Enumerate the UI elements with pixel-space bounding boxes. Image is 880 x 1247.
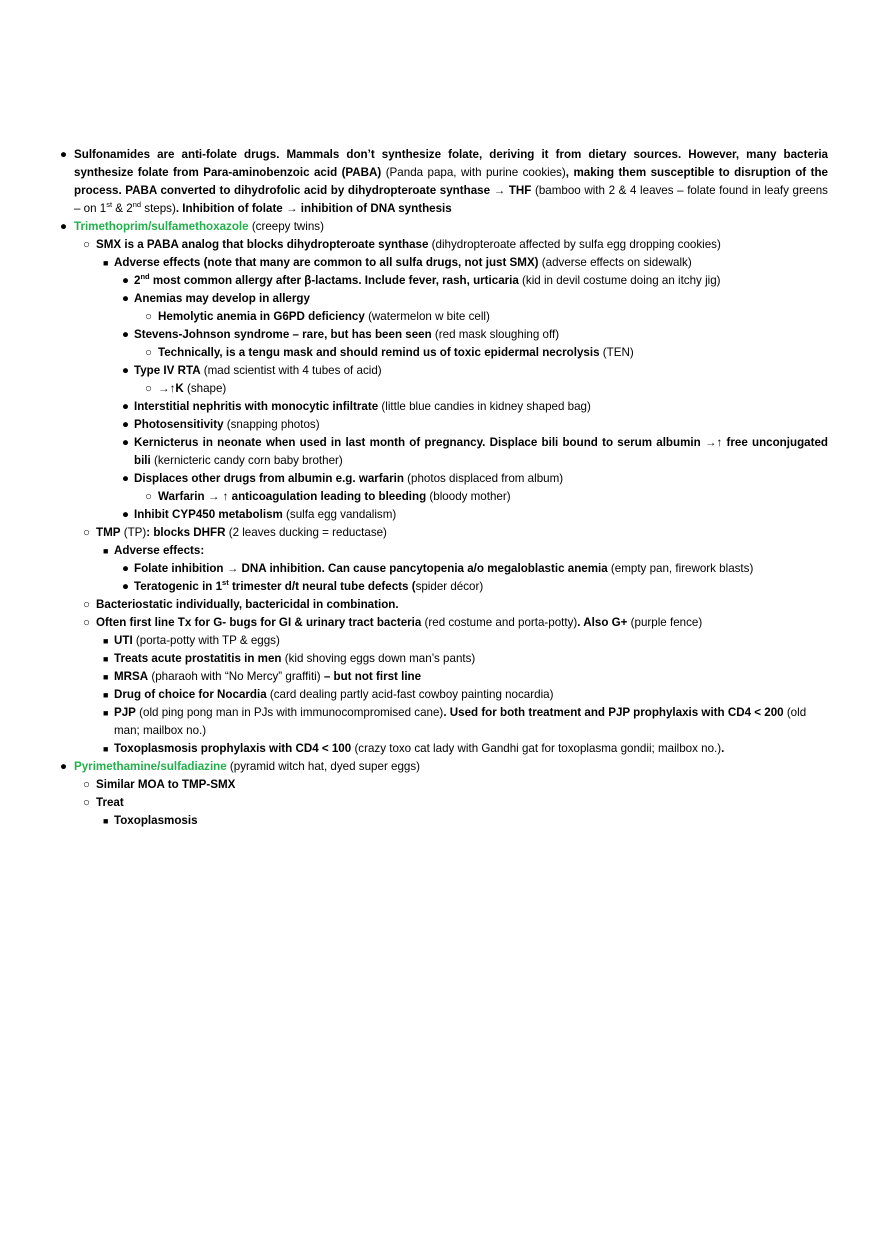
pyrimethamine-heading [0, 758, 880, 776]
drug-note: (pyramid witch hat, dyed super eggs) [226, 760, 421, 773]
text-bold: Stevens-Johnson syndrome – rare, but has been seen [134, 328, 432, 341]
square-marker: ■ [103, 816, 109, 826]
use-pjp [0, 704, 880, 740]
text-bold: Toxoplasmosis prophylaxis with CD4 < 100 [114, 742, 352, 755]
text-note: (bloody mother) [426, 490, 511, 503]
text-note: spider décor) [415, 580, 484, 593]
bullet-marker: ● [122, 508, 130, 521]
intro-sup-1: st [106, 200, 113, 210]
use-uti [0, 632, 880, 650]
text-bold: . Also G+ [577, 616, 628, 629]
text-bold: →↑K [158, 382, 184, 395]
use-prostatitis [0, 650, 880, 668]
text-bold: 2 [134, 274, 141, 287]
text-bold: Anemias may develop in allergy [134, 292, 310, 305]
text-note: (purple fence) [627, 616, 703, 629]
text-bold: Similar MOA to TMP-SMX [96, 778, 236, 791]
first-line-use [0, 614, 880, 632]
circle-marker: ○ [145, 490, 153, 503]
circle-marker: ○ [145, 310, 153, 323]
text-bold: Kernicterus in neonate when used in last month of pregnancy. Displace bili bound to serum albumin →↑ free unconjugated bili [134, 436, 828, 467]
intro-text-2: (bamboo with 2 & 4 leaves – folate found in leafy greens – on 1 [74, 184, 828, 215]
text-bold: Treat [96, 796, 124, 809]
bullet-marker: ● [122, 274, 130, 287]
bullet-marker: ● [122, 472, 130, 485]
text-note: (watermelon w bite cell) [364, 310, 490, 323]
ae-warfarin [0, 488, 880, 506]
text-note: (shape) [183, 382, 227, 395]
bullet-marker: ● [122, 328, 130, 341]
intro-paragraph [0, 146, 880, 218]
ae-displaces-drugs [0, 470, 880, 488]
circle-marker: ○ [145, 382, 153, 395]
text-note: (red costume and porta-potty) [421, 616, 578, 629]
use-toxoplasmosis-prophylaxis [0, 740, 880, 758]
drug-name-pyrimethamine: Pyrimethamine/sulfadiazine [74, 760, 227, 773]
text-note: (kernicteric candy corn baby brother) [150, 454, 343, 467]
text-bold: Displaces other drugs from albumin e.g. warfarin [134, 472, 404, 485]
square-marker: ■ [103, 654, 109, 664]
text-note: (photos displaced from album) [403, 472, 564, 485]
square-marker: ■ [103, 672, 109, 682]
pyr-moa [0, 776, 880, 794]
text-note: (TP) [120, 526, 147, 539]
bacteriostatic [0, 596, 880, 614]
text-sup: nd [140, 272, 150, 282]
pyr-treat [0, 794, 880, 812]
text-note: (snapping photos) [223, 418, 320, 431]
text-note: (empty pan, firework blasts) [607, 562, 754, 575]
text-note: (card dealing partly acid-fast cowboy painting nocardia) [266, 688, 554, 701]
text-bold: SMX is a PABA analog that blocks dihydropteroate synthase [96, 238, 429, 251]
text-bold: Bacteriostatic individually, bactericidal in combination. [96, 598, 399, 611]
text-bold: Toxoplasmosis [114, 814, 198, 827]
smx-adverse-effects [0, 254, 880, 272]
text-bold: Treats acute prostatitis in men [114, 652, 282, 665]
circle-marker: ○ [83, 778, 91, 791]
intro-text-4: steps) [141, 202, 176, 215]
text-note: (porta-potty with TP & eggs) [132, 634, 280, 647]
text-note: (crazy toxo cat lady with Gandhi gat for toxoplasma gondii; mailbox no.) [351, 742, 722, 755]
intro-text-bold-3: . Inhibition of folate → inhibition of DNA synthesis [175, 202, 452, 215]
square-marker: ■ [103, 546, 109, 556]
bullet-marker: ● [60, 148, 68, 161]
text-bold: Folate inhibition → DNA inhibition. Can cause pancytopenia a/o megaloblastic anemia [134, 562, 608, 575]
smx-mechanism [0, 236, 880, 254]
ae-folate-inhibition [0, 560, 880, 578]
pyr-toxoplasmosis [0, 812, 880, 830]
square-marker: ■ [103, 636, 109, 646]
text-bold: Drug of choice for Nocardia [114, 688, 267, 701]
text-bold: trimester d/t neural tube defects ( [228, 580, 416, 593]
text-bold: Often first line Tx for G- bugs for GI & urinary tract bacteria [96, 616, 422, 629]
square-marker: ■ [103, 744, 109, 754]
text-bold: Technically, is a tengu mask and should remind us of toxic epidermal necrolysis [158, 346, 600, 359]
circle-marker: ○ [83, 598, 91, 611]
text-note: (mad scientist with 4 tubes of acid) [200, 364, 382, 377]
text-bold: Inhibit CYP450 metabolism [134, 508, 283, 521]
square-marker: ■ [103, 258, 109, 268]
bullet-marker: ● [60, 760, 68, 773]
intro-sup-2: nd [132, 200, 142, 210]
text-sup: st [222, 578, 229, 588]
text-note: (TEN) [599, 346, 634, 359]
text-bold: Adverse effects (note that many are common to all sulfa drugs, not just SMX) [114, 256, 539, 269]
square-marker: ■ [103, 708, 109, 718]
text-bold: Adverse effects: [114, 544, 205, 557]
tmp-smx-heading [0, 218, 880, 236]
bullet-marker: ● [122, 400, 130, 413]
text-bold: UTI [114, 634, 133, 647]
bullet-marker: ● [122, 436, 130, 449]
text-note: (old ping pong man in PJs with immunocompromised cane) [135, 706, 444, 719]
circle-marker: ○ [83, 238, 91, 251]
ae-anemia [0, 290, 880, 308]
text-note: (2 leaves ducking = reductase) [225, 526, 387, 539]
bullet-marker: ● [122, 364, 130, 377]
text-note: (little blue candies in kidney shaped bag) [378, 400, 591, 413]
ae-teratogenic [0, 578, 880, 596]
ae-allergy [0, 272, 880, 290]
ae-sjs [0, 326, 880, 344]
tmp-mechanism [0, 524, 880, 542]
bullet-marker: ● [122, 580, 130, 593]
ae-photosensitivity [0, 416, 880, 434]
text-note: (old man; mailbox no.) [114, 706, 807, 737]
drug-name-tmp-smx: Trimethoprim/sulfamethoxazole [74, 220, 249, 233]
text-note: (red mask sloughing off) [431, 328, 560, 341]
ae-cyp450 [0, 506, 880, 524]
bullet-marker: ● [60, 220, 68, 233]
drug-note: (creepy twins) [248, 220, 324, 233]
text-bold: – but not first line [320, 670, 422, 683]
bullet-marker: ● [122, 418, 130, 431]
ae-rta [0, 362, 880, 380]
text-note: (sulfa egg vandalism) [282, 508, 397, 521]
text-note: (adverse effects on sidewalk) [538, 256, 692, 269]
text-bold: Teratogenic in 1 [134, 580, 223, 593]
text-bold: Photosensitivity [134, 418, 224, 431]
text-bold: most common allergy after β-lactams. Include fever, rash, urticaria [149, 274, 519, 287]
ae-kernicterus [0, 434, 880, 470]
text-note: (pharaoh with “No Mercy” graffiti) [148, 670, 321, 683]
text-bold: . [721, 742, 725, 755]
circle-marker: ○ [145, 346, 153, 359]
text-bold: Warfarin → ↑ anticoagulation leading to bleeding [158, 490, 427, 503]
text-bold: : blocks DHFR [146, 526, 226, 539]
circle-marker: ○ [83, 526, 91, 539]
intro-text-1: (Panda papa, with purine cookies) [381, 166, 566, 179]
bullet-marker: ● [122, 292, 130, 305]
ae-ten [0, 344, 880, 362]
text-bold: Interstitial nephritis with monocytic infiltrate [134, 400, 379, 413]
intro-text-bold-2: , making them susceptible to disruption of the process. PABA converted to dihydrofolic acid by dihydropteroate synthase → THF [74, 166, 828, 197]
intro-text-3: & 2 [112, 202, 133, 215]
text-note: (dihydropteroate affected by sulfa egg dropping cookies) [428, 238, 721, 251]
text-note: (kid in devil costume doing an itchy jig) [518, 274, 721, 287]
text-note: (kid shoving eggs down man’s pants) [281, 652, 476, 665]
text-bold: PJP [114, 706, 136, 719]
square-marker: ■ [103, 690, 109, 700]
tmp-adverse-effects [0, 542, 880, 560]
text-bold: Type IV RTA [134, 364, 201, 377]
intro-text-bold-1: Sulfonamides are anti-folate drugs. Mammals don’t synthesize folate, deriving it from dietary sources. However, many bacteria synthesize folate from Para-aminobenzoic acid (PABA) [74, 148, 828, 179]
text-bold: MRSA [114, 670, 149, 683]
circle-marker: ○ [83, 616, 91, 629]
ae-hemolytic-anemia [0, 308, 880, 326]
ae-hyperkalemia [0, 380, 880, 398]
text-bold: . Used for both treatment and PJP prophylaxis with CD4 < 200 [443, 706, 784, 719]
circle-marker: ○ [83, 796, 91, 809]
text-bold: TMP [96, 526, 121, 539]
ae-nephritis [0, 398, 880, 416]
use-nocardia [0, 686, 880, 704]
use-mrsa [0, 668, 880, 686]
text-bold: Hemolytic anemia in G6PD deficiency [158, 310, 365, 323]
bullet-marker: ● [122, 562, 130, 575]
